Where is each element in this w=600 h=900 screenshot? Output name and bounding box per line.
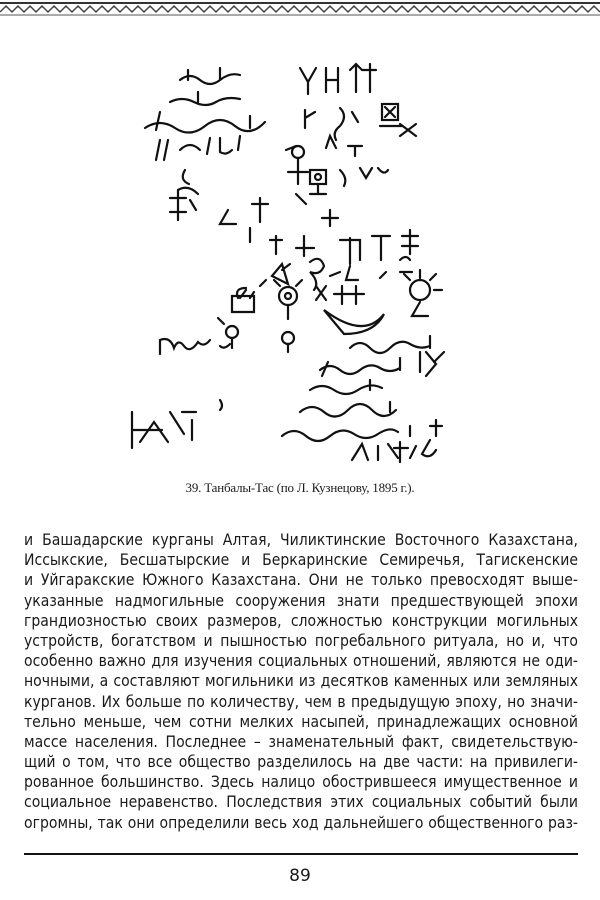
text-line: щий о том, что все общество разделилось на две части: на привилеги- [24,753,578,772]
text-line: огромны, так они определили весь ход дальнейшего общественного раз- [24,813,578,832]
text-line: особенно важно для изучения социальных отношений, являются не оди- [24,652,578,671]
figure-caption: 39. Танбалы-Тас (по Л. Кузнецову, 1895 г.). [185,480,415,495]
page-number: 89 [289,866,311,886]
body-paragraph [24,530,578,833]
decorative-border [0,0,600,22]
text-line: рованное большинство. Здесь налицо обострившееся имущественное и [24,773,578,792]
text-line: и Уйгаракские Южного Казахстана. Они не только превосходят выше- [24,571,578,590]
text-line: массе населения. Последнее – знаменательный факт, свидетельствую- [24,732,578,751]
petroglyph-drawing [100,40,520,470]
text-line: грандиозностью своих размеров, сложностью конструкции могильных [24,611,578,630]
text-line: ночными, а составляют могильники из десятков каменных или земляных [24,672,578,691]
text-line: указанные надмогильные сооружения знати предшествующей эпохи [24,591,578,610]
text-line: социальное неравенство. Последствия этих социальных событий были [24,793,578,812]
text-line: тельно меньше, чем сотни мелких насыпей, принадлежащих основной [24,712,578,731]
text-line: Иссыкские, Бесшатырские и Беркаринские Семиречья, Тагискенские [24,551,578,570]
text-line: устройств, богатством и пышностью погребального ритуала, но и, что [24,631,578,650]
text-line: и Башадарские курганы Алтая, Чиликтинские Восточного Казахстана, [24,531,578,549]
footer-rule [24,853,578,855]
text-line: курганов. Их больше по количеству, чем в предыдущую эпоху, но значи- [24,692,578,711]
